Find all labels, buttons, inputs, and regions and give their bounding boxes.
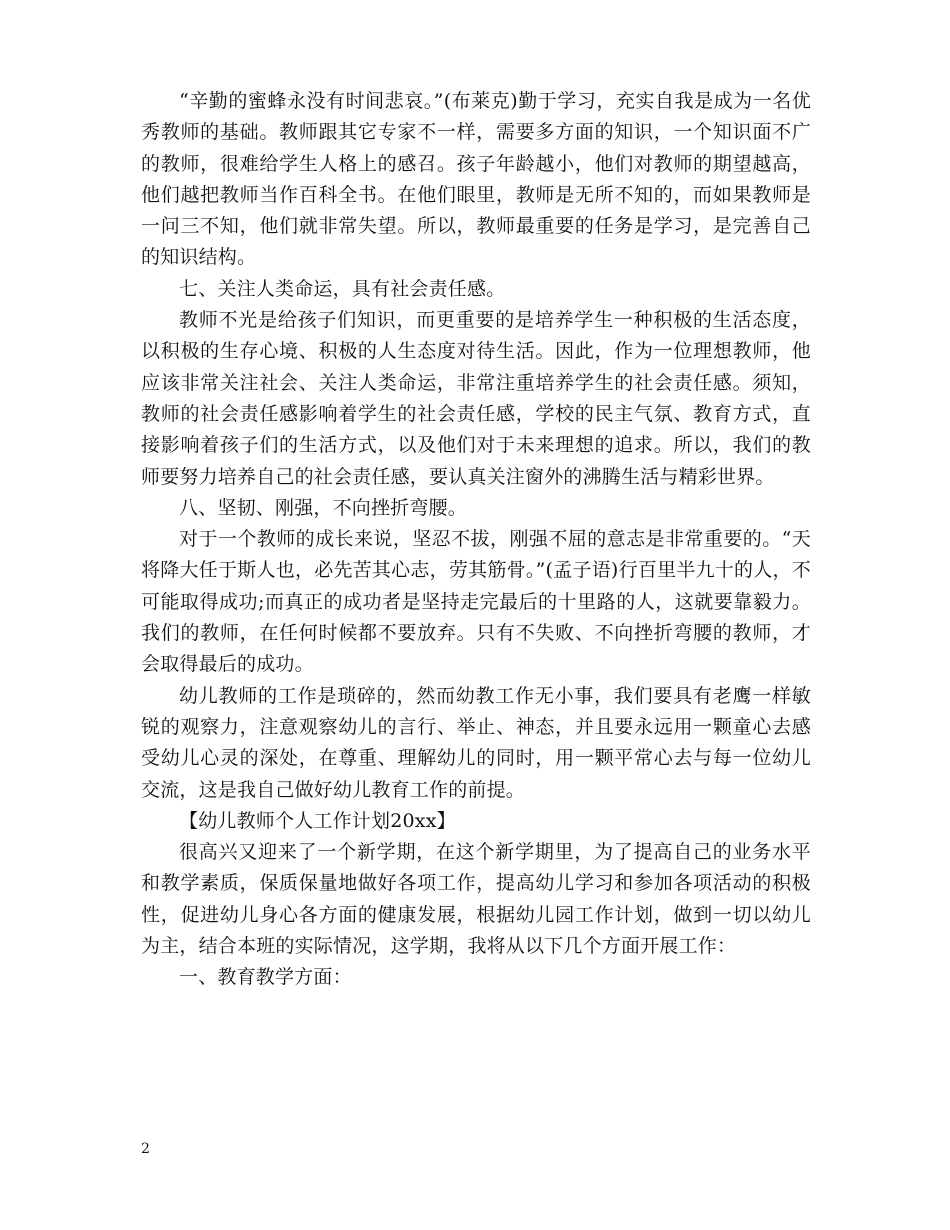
- paragraph-preschool-work: 幼儿教师的工作是琐碎的，然而幼教工作无小事，我们要具有老鹰一样敏锐的观察力，注意观察幼儿的言行、举止、神态，并且要永远用一颗童心去感受幼儿心灵的深处，在尊重、理解幼儿的同时，用一颗平常心去与每一位幼儿交流，这是我自己做好幼儿教育工作的前提。: [141, 684, 811, 801]
- paragraph-new-semester: 很高兴又迎来了一个新学期，在这个新学期里，为了提高自己的业务水平和教学素质，保质保量地做好各项工作，提高幼儿学习和参加各项活动的积极性，促进幼儿身心各方面的健康发展，根据幼儿园工作计划，做到一切以幼儿为主，结合本班的实际情况，这学期，我将从以下几个方面开展工作：: [141, 841, 811, 958]
- paragraph-learning: “辛勤的蜜蜂永没有时间悲哀。”(布莱克)勤于学习，充实自我是成为一名优秀教师的基础。教师跟其它专家不一样，需要多方面的知识，一个知识面不广的教师，很难给学生人格上的感召。孩子年龄越小，他们对教师的期望越高，他们越把教师当作百科全书。在他们眼里，教师是无所不知的，而如果教师是一问三不知，他们就非常失望。所以，教师最重要的任务是学习，是完善自己的知识结构。: [141, 90, 811, 269]
- section-heading-one: 一、教育教学方面：: [179, 966, 352, 989]
- paragraph-perseverance: 对于一个教师的成长来说，坚忍不拔，刚强不屈的意志是非常重要的。“天将降大任于斯人也，必先苦其心志，劳其筋骨。”(孟子语)行百里半九十的人，不可能取得成功;而真正的成功者是坚持走完最后的十里路的人，这就要靠毅力。我们的教师，在任何时候都不要放弃。只有不失败、不向挫折弯腰的教师，才会取得最后的成功。: [141, 528, 811, 676]
- section-heading-eight: 八、坚韧、刚强，不向挫折弯腰。: [179, 496, 468, 519]
- section-heading-seven: 七、关注人类命运，具有社会责任感。: [179, 277, 506, 300]
- plan-title: 【幼儿教师个人工作计划20xx】: [179, 809, 456, 832]
- document-body: [141, 86, 811, 994]
- page-number: 2: [141, 1141, 150, 1157]
- paragraph-social-responsibility: 教师不光是给孩子们知识，而更重要的是培养学生一种积极的生活态度，以积极的生存心境、积极的人生态度对待生活。因此，作为一位理想教师，他应该非常关注社会、关注人类命运，非常注重培养学生的社会责任感。须知，教师的社会责任感影响着学生的社会责任感，学校的民主气氛、教育方式，直接影响着孩子们的生活方式，以及他们对于未来理想的追求。所以，我们的教师要努力培养自己的社会责任感，要认真关注窗外的沸腾生活与精彩世界。: [141, 309, 811, 488]
